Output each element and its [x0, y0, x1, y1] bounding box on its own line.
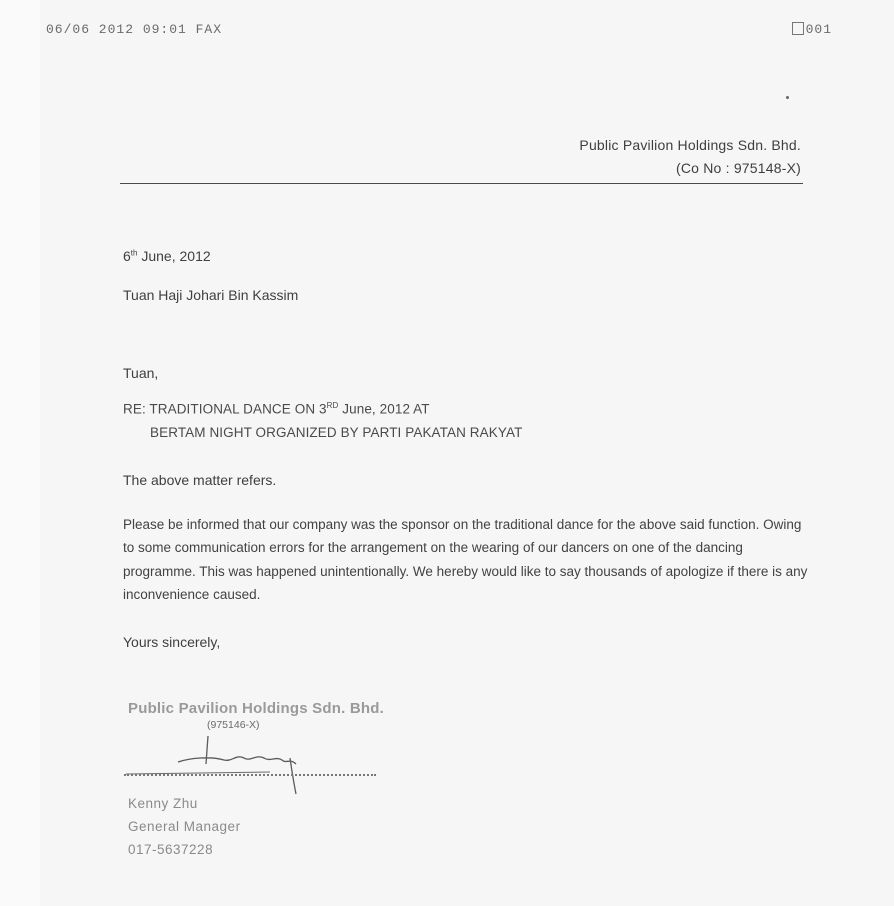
letter-date [123, 248, 211, 264]
intro-line: The above matter refers. [123, 472, 277, 488]
subject-part-2: June, 2012 AT [338, 401, 430, 417]
letterhead-company-no: (Co No : 975148-X) [676, 160, 801, 176]
body-paragraph: Please be informed that our company was the sponsor on the traditional dance for the above said function. Owing to some communication errors for the arrangement on the wearing of our dancers on one of the dancing programme. This was happened unintentionally. We hereby would like to say thousands of apologize if there is any inconvenience caused. [123, 517, 808, 603]
fax-header: 06/06 2012 09:01 FAX [46, 22, 223, 37]
signatory-title: General Manager [128, 819, 241, 834]
date-suffix: th [130, 248, 138, 258]
date-day: 6 [123, 248, 131, 264]
subject-line-2: BERTAM NIGHT ORGANIZED BY PARTI PAKATAN RAKYAT [150, 425, 523, 440]
fax-page-number [792, 22, 832, 37]
fax-page-number-text: 001 [805, 22, 832, 37]
subject-part-1: RE: TRADITIONAL DANCE ON 3 [123, 401, 327, 417]
closing: Yours sincerely, [123, 634, 221, 650]
date-rest: June, 2012 [137, 248, 211, 264]
company-stamp: Public Pavilion Holdings Sdn. Bhd. [128, 700, 384, 717]
letterhead-divider [120, 183, 803, 184]
company-stamp-reg: (975146-X) [207, 719, 260, 731]
letterhead [579, 134, 801, 180]
subject-suffix: RD [326, 401, 339, 410]
scan-speck [786, 96, 789, 99]
signature-line [124, 774, 376, 776]
page-margin [0, 0, 40, 906]
recipient: Tuan Haji Johari Bin Kassim [123, 287, 299, 303]
subject-line-1 [123, 401, 430, 417]
signatory-name: Kenny Zhu [128, 796, 198, 811]
signatory-phone: 017-5637228 [128, 842, 214, 857]
letterhead-company: Public Pavilion Holdings Sdn. Bhd. [579, 137, 801, 153]
handwritten-signature [120, 728, 320, 798]
salutation: Tuan, [123, 365, 159, 381]
fax-page-icon [792, 22, 804, 35]
